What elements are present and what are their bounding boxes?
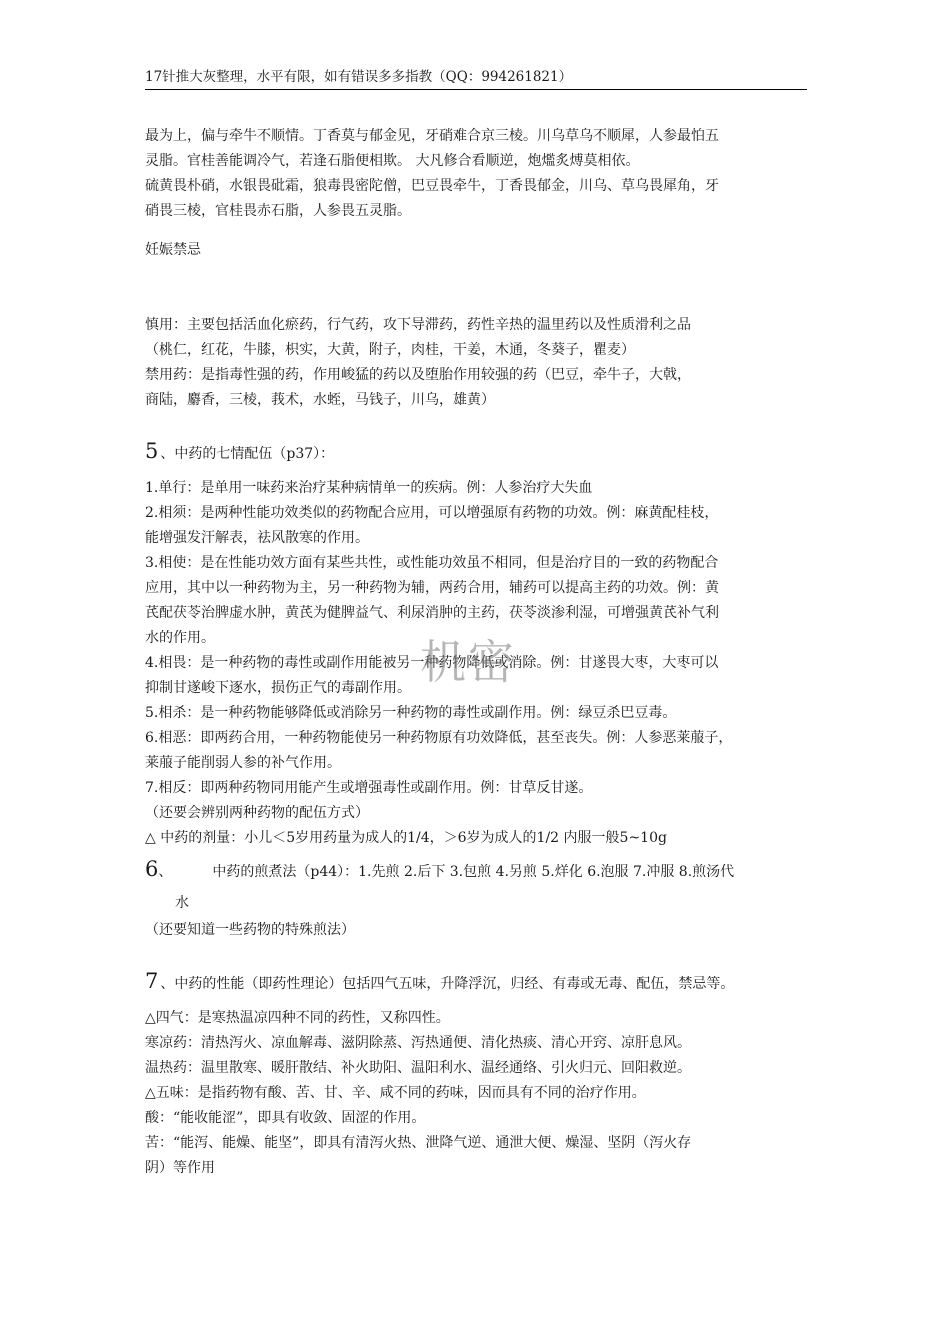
text-line: 温热药：温里散寒、暖肝散结、补火助阳、温阳利水、温经通络、引火归元、回阳救逆。 bbox=[145, 1060, 691, 1076]
text-line: 硝畏三棱，官桂畏赤石脂，人参畏五灵脂。 bbox=[145, 203, 411, 219]
text-line: 3.相使：是在性能功效方面有某些共性，或性能功效虽不相同，但是治疗目的一致的药物配合 bbox=[145, 555, 719, 571]
section-number: 6 bbox=[145, 857, 159, 881]
text-line: 6.相恶：即两药合用，一种药物能使另一种药物原有功效降低，甚至丧失。例：人参恶莱菔子， bbox=[145, 730, 733, 746]
text-line: 禁用药：是指毒性强的药，作用峻猛的药以及堕胎作用较强的药（巴豆，牵牛子，大戟， bbox=[145, 367, 691, 383]
text-line: 莱菔子能削弱人参的补气作用。 bbox=[145, 755, 341, 771]
text-line: 应用，其中以一种药物为主，另一种药物为辅，两药合用，辅药可以提高主药的功效。例：黄 bbox=[145, 580, 719, 596]
text-line: 4.相畏：是一种药物的毒性或副作用能被另一种药物降低或消除。例：甘遂畏大枣，大枣可以 bbox=[145, 655, 719, 671]
text-line: 水的作用。 bbox=[145, 630, 215, 646]
section-title-pregnancy: 妊娠禁忌 bbox=[145, 242, 201, 258]
text-line: 商陆，麝香，三棱，莪术，水蛭，马钱子，川乌，雄黄） bbox=[145, 392, 495, 408]
text-line: 7.相反：即两种药物同用能产生或增强毒性或副作用。例：甘草反甘遂。 bbox=[145, 780, 593, 796]
section-title: 、中药的七情配伍（p37）： bbox=[160, 446, 335, 462]
text-line: 灵脂。官桂善能调冷气，若逢石脂便相欺。 大凡修合看顺逆，炮爁炙煿莫相依。 bbox=[145, 153, 640, 169]
text-line: （还要知道一些药物的特殊煎法） bbox=[145, 922, 355, 938]
watermark: 机密 bbox=[420, 635, 516, 689]
text-line: 酸：“能收能涩”，即具有收敛、固涩的作用。 bbox=[145, 1110, 426, 1126]
section-punct: 、 bbox=[158, 864, 173, 880]
text-line: △ 中药的剂量：小儿＜5岁用药量为成人的1/4，＞6岁为成人的1/2 内服一般5~10g bbox=[145, 830, 667, 846]
page-header: 17针推大灰整理，水平有限，如有错误多多指教（QQ：994261821） bbox=[145, 67, 807, 90]
text-line: 最为上，偏与牵牛不顺情。丁香莫与郁金见，牙硝难合京三棱。川乌草乌不顺犀，人参最怕五 bbox=[145, 128, 719, 144]
text-line: 寒凉药：清热泻火、凉血解毒、滋阴除蒸、泻热通便、清化热痰、清心开窍、凉肝息风。 bbox=[145, 1035, 691, 1051]
text-line: 慎用：主要包括活血化瘀药，行气药，攻下导滞药，药性辛热的温里药以及性质滑利之品 bbox=[145, 317, 691, 333]
text-line: △五味：是指药物有酸、苦、甘、辛、咸不同的药味，因而具有不同的治疗作用。 bbox=[145, 1085, 646, 1101]
text-line: 苦：“能泻、能燥、能坚”，即具有清泻火热、泄降气逆、通泄大便、燥湿、坚阴（泻火存 bbox=[145, 1135, 692, 1151]
text-line: 硫黄畏朴硝，水银畏砒霜，狼毒畏密陀僧，巴豆畏牵牛，丁香畏郁金，川乌、草乌畏犀角，牙 bbox=[145, 178, 719, 194]
section-heading-5 bbox=[145, 435, 817, 470]
section-number: 7 bbox=[145, 969, 159, 993]
section-title: 中药的煎煮法（p44）：1.先煎 2.后下 3.包煎 4.另煎 5.烊化 6.泡服 7.冲服 8.煎汤代 bbox=[212, 864, 735, 880]
section-heading-7 bbox=[145, 965, 817, 1000]
text-line: 5.相杀：是一种药物能够降低或消除另一种药物的毒性或副作用。例：绿豆杀巴豆毒。 bbox=[145, 705, 677, 721]
text-line: 1.单行：是单用一味药来治疗某种病情单一的疾病。例：人参治疗大失血 bbox=[145, 480, 593, 496]
text-line: 抑制甘遂峻下逐水，损伤正气的毒副作用。 bbox=[145, 680, 411, 696]
section-title: 、中药的性能（即药性理论）包括四气五味，升降浮沉，归经、有毒或无毒、配伍，禁忌等。 bbox=[160, 976, 735, 992]
text-line: 能增强发汗解表，祛风散寒的作用。 bbox=[145, 530, 369, 546]
text-line: △四气：是寒热温凉四种不同的药性，又称四性。 bbox=[145, 1010, 450, 1026]
text-line: 水 bbox=[175, 895, 189, 911]
section-heading-6 bbox=[145, 853, 817, 888]
text-line: 阴）等作用 bbox=[145, 1160, 215, 1176]
text-line: 2.相须：是两种性能功效类似的药物配合应用，可以增强原有药物的功效。例：麻黄配桂枝， bbox=[145, 505, 719, 521]
text-line: 芪配茯苓治脾虚水肿，黄芪为健脾益气、利尿消肿的主药，茯苓淡渗利湿，可增强黄芪补气利 bbox=[145, 605, 719, 621]
text-line: （还要会辨别两种药物的配伍方式） bbox=[145, 805, 369, 821]
text-line: （桃仁，红花，牛膝，枳实，大黄，附子，肉桂，干姜，木通，冬葵子，瞿麦） bbox=[145, 342, 635, 358]
section-number: 5 bbox=[145, 439, 159, 463]
